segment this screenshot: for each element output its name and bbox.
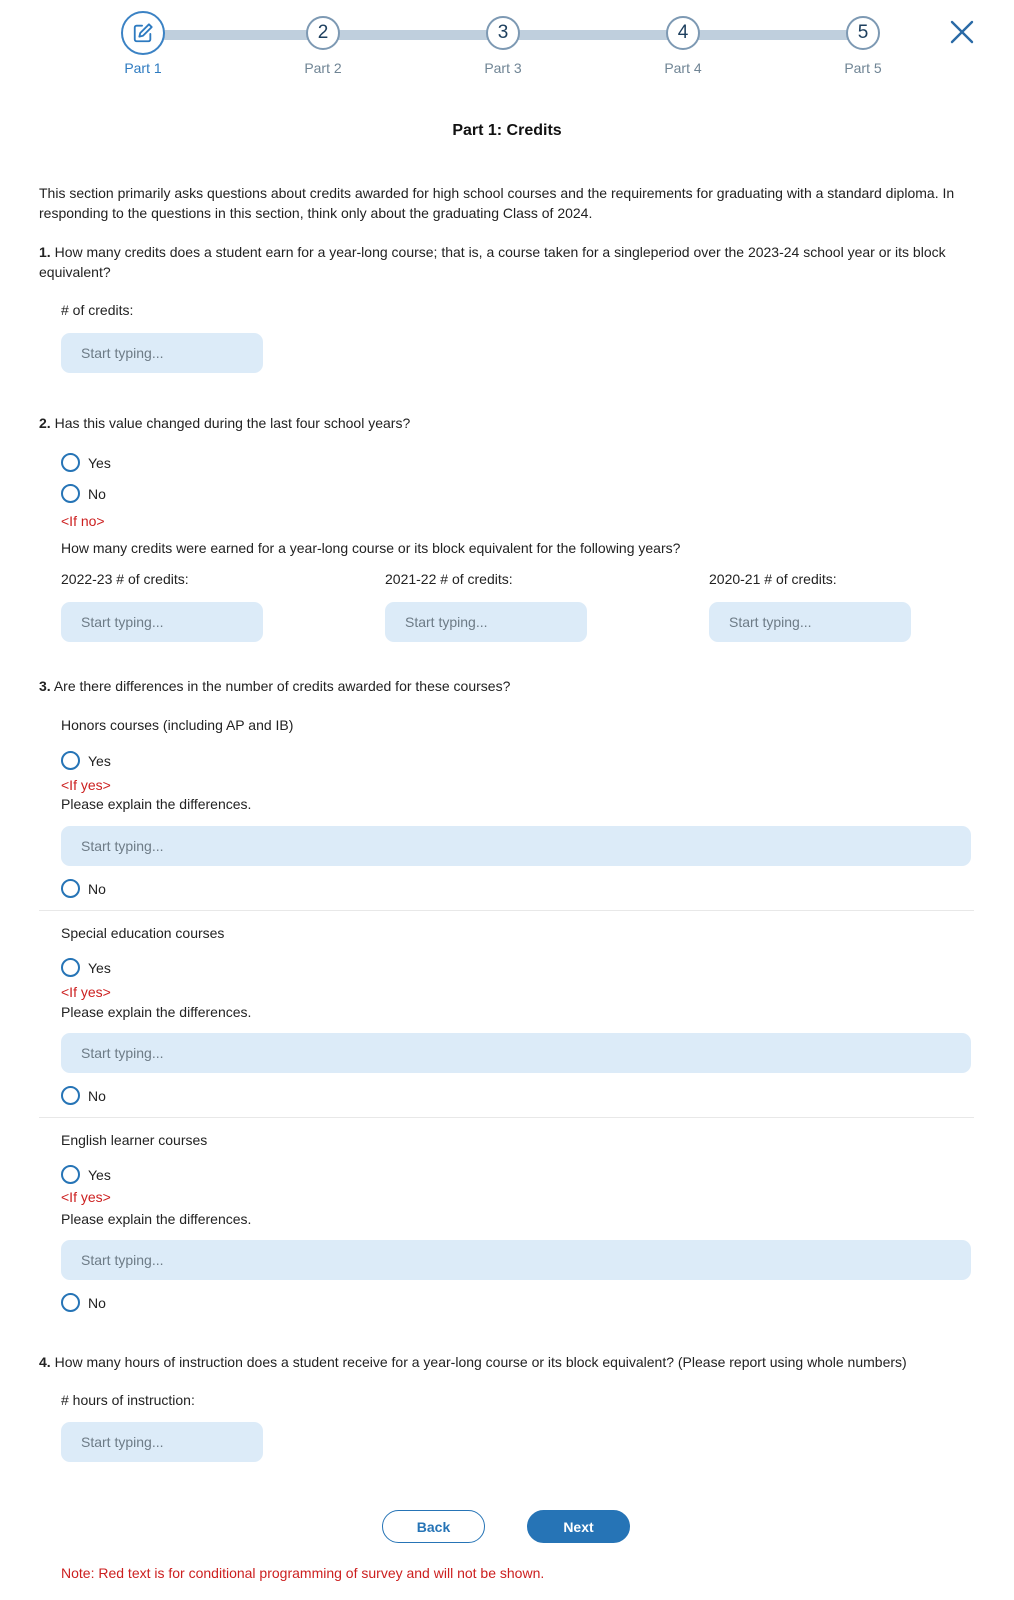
english-learner-label: English learner courses xyxy=(61,1132,208,1148)
question-3 xyxy=(39,677,969,697)
divider xyxy=(39,1117,974,1118)
honors-courses-label: Honors courses (including AP and IB) xyxy=(61,717,294,733)
question-1-text: How many credits does a student earn for a year-long course; that is, a course taken for a singleperiod over the 2023-24 school year or its block equivalent? xyxy=(39,244,946,280)
edit-icon xyxy=(132,22,154,44)
step-2-number: 2 xyxy=(317,22,329,43)
q2-no-option[interactable] xyxy=(61,484,106,503)
step-4-label: Part 4 xyxy=(664,60,702,76)
step-5-circle[interactable] xyxy=(846,16,880,50)
honors-explain-input[interactable] xyxy=(61,826,971,866)
step-4-number: 4 xyxy=(677,22,689,43)
year-2022-23-label: 2022-23 # of credits: xyxy=(61,571,189,587)
question-3-text: Are there differences in the number of credits awarded for these courses? xyxy=(53,678,511,694)
question-1-number: 1. xyxy=(39,244,51,260)
back-button[interactable]: Back xyxy=(382,1510,485,1543)
honors-no-label: No xyxy=(88,880,106,897)
question-4-number: 4. xyxy=(39,1354,51,1370)
question-3-number: 3. xyxy=(39,678,51,694)
el-condition-text: <If yes> xyxy=(61,1189,111,1205)
credits-label: # of credits: xyxy=(61,302,134,318)
conditional-note: Note: Red text is for conditional programming of survey and will not be shown. xyxy=(61,1565,545,1581)
el-yes-radio[interactable] xyxy=(61,1165,80,1184)
el-no-option[interactable] xyxy=(61,1293,106,1312)
honors-no-option[interactable] xyxy=(61,879,106,898)
q2-no-radio[interactable] xyxy=(61,484,80,503)
el-yes-option[interactable] xyxy=(61,1165,111,1184)
hours-input[interactable] xyxy=(61,1422,263,1462)
special-ed-yes-label: Yes xyxy=(88,959,111,976)
step-3-label: Part 3 xyxy=(484,60,522,76)
honors-yes-option[interactable] xyxy=(61,751,111,770)
credits-input[interactable] xyxy=(61,333,263,373)
el-no-radio[interactable] xyxy=(61,1293,80,1312)
question-2-number: 2. xyxy=(39,415,51,431)
close-button[interactable] xyxy=(948,18,976,46)
divider xyxy=(39,910,974,911)
step-4-circle[interactable] xyxy=(666,16,700,50)
special-ed-yes-option[interactable] xyxy=(61,958,111,977)
hours-label: # hours of instruction: xyxy=(61,1392,195,1408)
special-ed-no-radio[interactable] xyxy=(61,1086,80,1105)
step-3-circle[interactable] xyxy=(486,16,520,50)
q2-condition-text: <If no> xyxy=(61,513,105,529)
next-button[interactable]: Next xyxy=(527,1510,630,1543)
step-5-number: 5 xyxy=(857,22,869,43)
intro-text: This section primarily asks questions about credits awarded for high school courses and the requirements for graduating with a standard diploma. In responding to the questions in this section, think only about the graduating Class of 2024. xyxy=(39,185,955,221)
question-1 xyxy=(39,243,969,282)
year-2020-21-input[interactable] xyxy=(709,602,911,642)
step-1-label: Part 1 xyxy=(124,60,162,76)
special-ed-yes-radio[interactable] xyxy=(61,958,80,977)
year-2020-21-label: 2020-21 # of credits: xyxy=(709,571,837,587)
year-2021-22-label: 2021-22 # of credits: xyxy=(385,571,513,587)
special-ed-explain-input[interactable] xyxy=(61,1033,971,1073)
step-3-number: 3 xyxy=(497,22,509,43)
question-4-text: How many hours of instruction does a student receive for a year-long course or its block equivalent? (Please report using whole numbers) xyxy=(54,1354,907,1370)
honors-condition-text: <If yes> xyxy=(61,777,111,793)
step-2-label: Part 2 xyxy=(304,60,342,76)
q2-followup-text: How many credits were earned for a year-long course or its block equivalent for the following years? xyxy=(61,540,681,556)
question-4 xyxy=(39,1353,969,1373)
step-2-circle[interactable] xyxy=(306,16,340,50)
question-2-text: Has this value changed during the last four school years? xyxy=(54,415,411,431)
q2-no-label: No xyxy=(88,485,106,502)
el-explain-label: Please explain the differences. xyxy=(61,1211,252,1227)
honors-no-radio[interactable] xyxy=(61,879,80,898)
q2-yes-label: Yes xyxy=(88,454,111,471)
special-ed-no-label: No xyxy=(88,1087,106,1104)
q2-yes-radio[interactable] xyxy=(61,453,80,472)
year-2022-23-input[interactable] xyxy=(61,602,263,642)
special-ed-no-option[interactable] xyxy=(61,1086,106,1105)
close-icon xyxy=(948,18,976,46)
page-title: Part 1: Credits xyxy=(452,122,562,139)
el-yes-label: Yes xyxy=(88,1166,111,1183)
q2-yes-option[interactable] xyxy=(61,453,111,472)
special-ed-explain-label: Please explain the differences. xyxy=(61,1004,252,1020)
honors-yes-label: Yes xyxy=(88,752,111,769)
el-no-label: No xyxy=(88,1294,106,1311)
step-5-label: Part 5 xyxy=(844,60,882,76)
special-education-label: Special education courses xyxy=(61,925,225,941)
honors-explain-label: Please explain the differences. xyxy=(61,796,252,812)
question-2 xyxy=(39,414,969,434)
special-ed-condition-text: <If yes> xyxy=(61,984,111,1000)
honors-yes-radio[interactable] xyxy=(61,751,80,770)
step-1-circle[interactable] xyxy=(121,11,165,55)
year-2021-22-input[interactable] xyxy=(385,602,587,642)
el-explain-input[interactable] xyxy=(61,1240,971,1280)
